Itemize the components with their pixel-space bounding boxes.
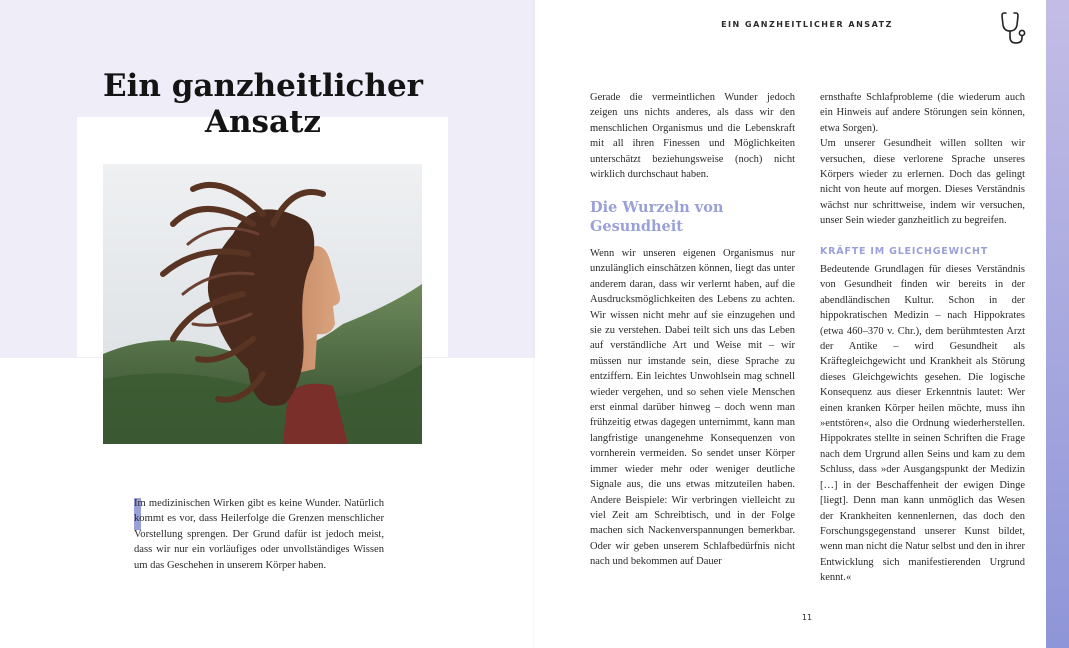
paragraph: Gerade die vermeintlichen Wunder jedoch zeigen uns nichts anderes, als dass wir den menschlichen Organismus und die Lebenskraft mit all ihren Finessen und Möglichkeiten unterschätzt beziehungsweise (noch) nicht wirklich durchschaut haben. [590, 92, 795, 181]
column-1-top [590, 90, 795, 182]
column-2-body [820, 262, 1025, 586]
stethoscope-icon [1000, 11, 1026, 47]
paragraph: Um unserer Gesundheit willen sollten wir versuchen, diese verlorene Sprache unseres Körpers wieder zu erlernen. Doch das gelingt nicht von heute auf morgen. Dieses Verständnis wächst nur schrittweise, indem wir versuchen, unser Sein wieder ganzheitlich zu begreifen. [820, 138, 1025, 227]
intro-paragraph: Im medizinischen Wirken gibt es keine Wunder. Natürlich kommt es vor, dass Heilerfolge die Grenzen menschlicher Vorstellung sprengen. Der Grund dafür ist jedoch meist, dass wir nur ein vorläufiges oder unvollständiges Wissen um das Geschehen in unserem Körper haben. [134, 498, 384, 571]
running-head: EIN GANZHEITLICHER ANSATZ [721, 20, 893, 29]
paragraph: ernsthafte Schlafprobleme (die wiederum auch ein Hinweis auf andere Störungen sein können, etwa Sorgen). [820, 92, 1025, 134]
subsection-heading: KRÄFTE IM GLEICHGEWICHT [820, 246, 988, 257]
paragraph: Wenn wir unseren eigenen Organismus nur unzulänglich einschätzen können, liegt das unter anderem daran, dass wir verlernt haben, auf die Ausdrucksmöglichkeiten des Lebens zu achten. Wir wissen nicht mehr auf sie einzugehen und sie zu verstehen. Dabei teilt sich uns das Leben auf verständliche Art und Weise mit – wir müssen nur imstande sein, diese Sprache zu entziffern. Ein leichtes Unwohlsein mag schnell wieder vergehen, und so sehen viele Menschen erst einmal darüber hinweg – doch wenn man frühzeitig etwas dagegen unternimmt, kann man langfristige unangenehme Konsequenzen von vornherein vermeiden. So sendet unser Körper immer wieder mehr oder weniger deutliche Signale aus, die uns etwas mitzuteilen haben. Andere Beispiele: Wir verbringen vielleicht zu viel Zeit am Schreibtisch, und in der Folge machen sich Nackenverspannungen bemerkbar. Oder wir geben unserem Schlafbedürfnis nicht nach und bekommen auf Dauer [590, 248, 795, 568]
photo-illustration [103, 164, 422, 444]
book-gutter [533, 0, 535, 648]
column-2-top [820, 90, 1025, 229]
woman-profile-photo [103, 164, 422, 444]
chapter-title: Ein ganzheitlicher Ansatz [102, 68, 424, 140]
paragraph: Bedeutende Grundlagen für dieses Verständnis von Gesundheit finden wir bereits in der abendländischen Kultur. Schon in der hippokratischen Medizin – nach Hippokrates (etwa 460–370 v. Chr.), dem berühmtesten Arzt der Antike – wird Gesundheit als Kräftegleichgewicht und Krankheit als Störung dieses Gleichgewichts gesehen. Die logische Konsequenz aus dieser Erkenntnis lautet: Wer einen kranken Körper heilen möchte, muss ihn »entstören«, also die Ordnung wiederherstellen. Hippokrates stellte in seinen Schriften die Frage nach dem Urgrund allen Seins und kam zu dem Schluss, dass »der Ausgangspunkt der Medizin […] in der Beschaffenheit der ewigen Dinge [liegt]. Denn man kann unmöglich das Wesen der Krankheiten kennenlernen, das doch den Forschungsgegenstand unserer Kunst bildet, wenn man nicht die Natur selbst und den in ihrer Entwicklung sich manifestierenden Urgrund kennt.« [820, 264, 1025, 584]
page-edge-strip [1046, 0, 1069, 648]
page-number: 11 [801, 613, 813, 622]
section-heading: Die Wurzeln von Gesundheit [590, 199, 724, 235]
column-1-body [590, 246, 795, 570]
